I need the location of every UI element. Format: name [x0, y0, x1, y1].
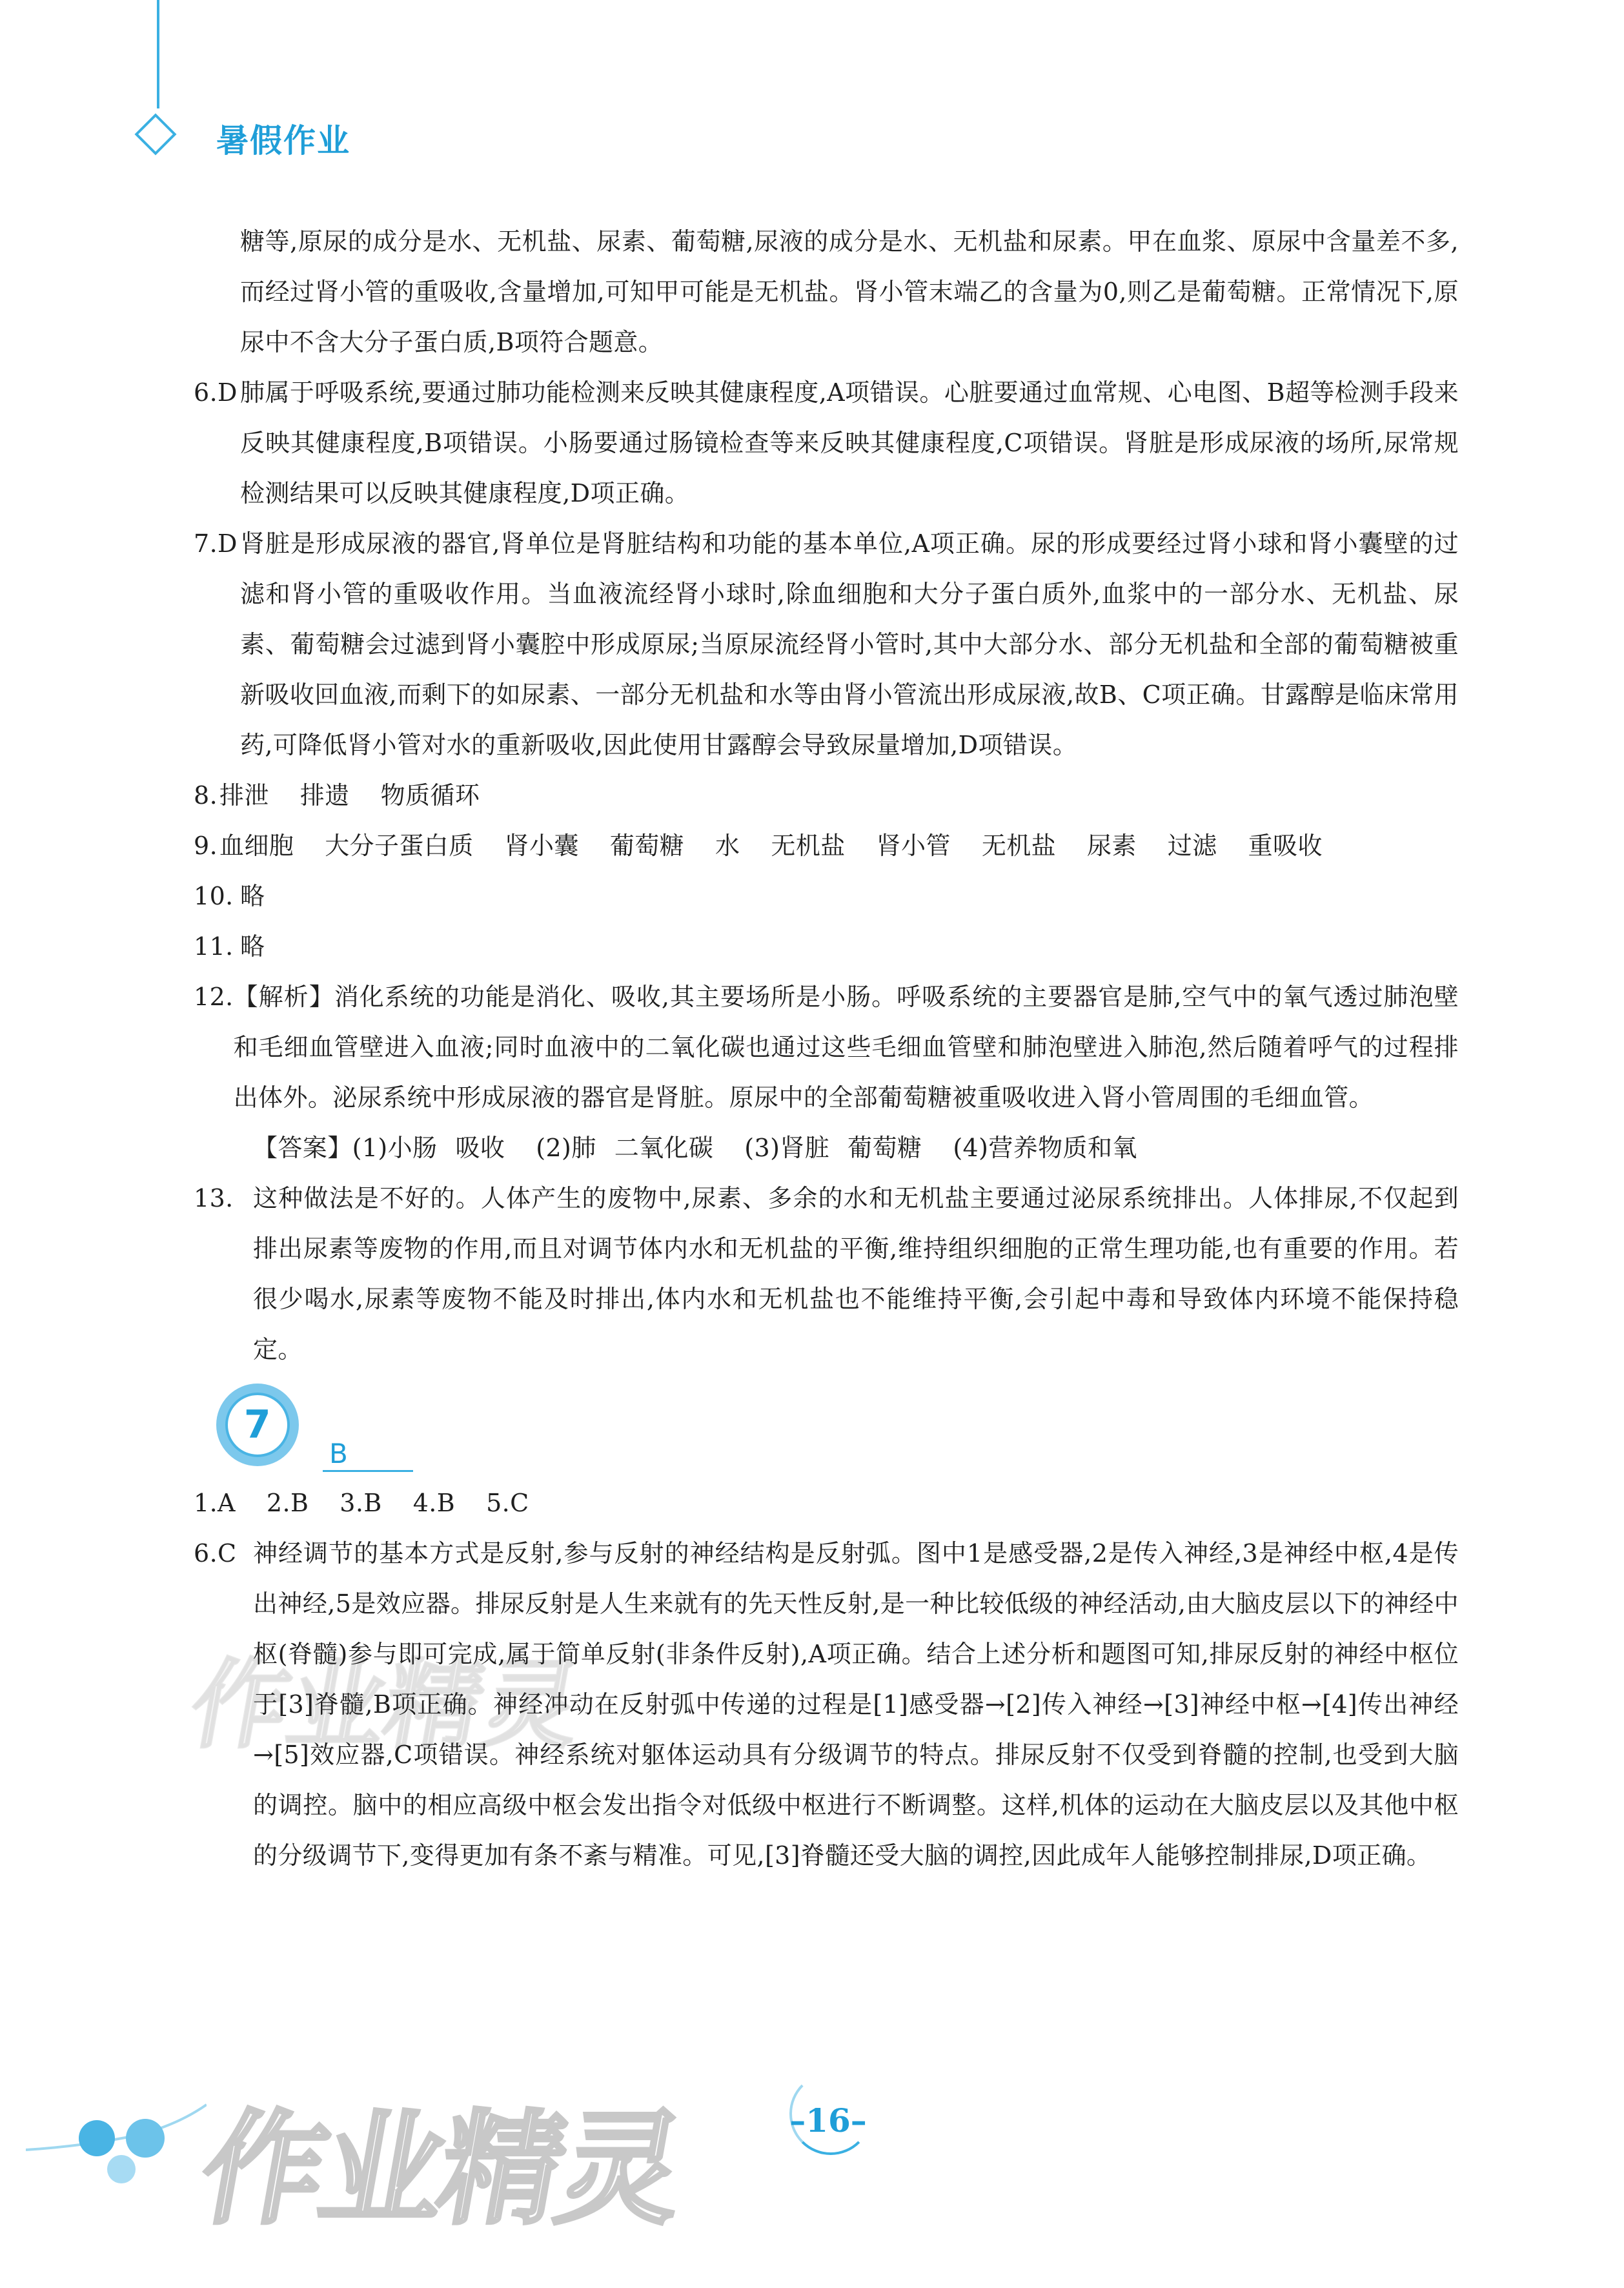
question-number: 6.D	[194, 378, 238, 407]
answer-word: 肾小管	[876, 832, 951, 860]
question-number: 7.D	[194, 529, 238, 558]
question-answer-text: 肺属于呼吸系统,要通过肺功能检测来反映其健康程度,A项错误。心脏要通过血常规、心电图、B超等检测手段来反映其健康程度,B项错误。小肠要通过肠镜检查等来反映其健康程度,C项错误。肾脏是形成尿液的场所,尿常规检测结果可以反映其健康程度,D项正确。	[240, 378, 1459, 507]
answer-word: 血细胞	[219, 832, 294, 860]
question-answer-text: 肾脏是形成尿液的器官,肾单位是肾脏结构和功能的基本单位,A项正确。尿的形成要经过肾小球和肾小囊壁的过滤和肾小管的重吸收作用。当血液流经肾小球时,除血细胞和大分子蛋白质外,血浆中的一部分水、无机盐、尿素、葡萄糖会过滤到肾小囊腔中形成原尿;当原尿流经肾小管时,其中大部分水、部分无机盐和全部的葡萄糖被重新吸收回血液,而剩下的如尿素、一部分无机盐和水等由肾小管流出形成尿液,故B、C项正确。甘露醇是临床常用药,可降低肾小管对水的重新吸收,因此使用甘露醇会导致尿量增加,D项错误。	[240, 529, 1459, 759]
decorative-dots-icon	[26, 2079, 207, 2208]
footer-watermark: 作业精灵	[190, 2098, 691, 2241]
question-7	[194, 518, 1459, 770]
answer-word: 肾小囊	[504, 832, 579, 860]
question-number: 12.	[194, 983, 234, 1011]
answer-word: 排遗	[299, 781, 350, 810]
answer-word: 排泄	[219, 781, 269, 810]
question-number: 9.	[194, 832, 218, 860]
question-number: 8.	[194, 781, 218, 810]
answer-word: 重吸收	[1248, 832, 1323, 860]
header-vertical-line	[157, 0, 159, 108]
q5-continuation: 糖等,原尿的成分是水、无机盐、尿素、葡萄糖,尿液的成分是水、无机盐和尿素。甲在血浆、原尿中含量差不多,而经过肾小管的重吸收,含量增加,可知甲可能是无机盐。肾小管末端乙的含量为0,则乙是葡萄糖。正常情况下,原尿中不含大分子蛋白质,B项符合题意。	[240, 227, 1459, 356]
answer-block	[194, 1123, 1459, 1173]
page-number-value: 16	[806, 2101, 851, 2140]
question-answer-text: 神经调节的基本方式是反射,参与反射的神经结构是反射弧。图中1是感受器,2是传入神经,3是神经中枢,4是传出神经,5是效应器。排尿反射是人生来就有的先天性反射,是一种比较低级的神经活动,由大脑皮层以下的神经中枢(脊髓)参与即可完成,属于简单反射(非条件反射),A项正确。结合上述分析和题图可知,排尿反射的神经中枢位于[3]脊髓,B项正确。神经冲动在反射弧中传递的过程是[1]感受器→[2]传入神经→[3]神经中枢→[4]传出神经→[5]效应器,C项错误。神经系统对躯体运动具有分级调节的特点。排尿反射不仅受到脊髓的控制,也受到大脑的调控。脑中的相应高级中枢会发出指令对低级中枢进行不断调整。这样,机体的运动在大脑皮层以及其他中枢的分级调节下,变得更加有条不紊与精准。可见,[3]脊髓还受大脑的调控,因此成年人能够控制排尿,D项正确。	[253, 1539, 1459, 1870]
question-answer-text: 略	[240, 882, 265, 910]
answer-word: 二氧化碳	[614, 1134, 714, 1162]
answer-word: 无机盐	[981, 832, 1057, 860]
question-10	[194, 871, 1459, 921]
answer-word: 无机盐	[771, 832, 846, 860]
analysis-label: 【解析】	[233, 983, 334, 1011]
answer-word: 葡萄糖	[848, 1134, 922, 1162]
mc-answer: 1.A	[194, 1489, 236, 1517]
answer-word: 水	[715, 832, 740, 860]
answer-label: 【答案】	[253, 1134, 352, 1162]
answer-word: (2)肺	[536, 1134, 596, 1162]
question-number: 6.C	[194, 1539, 237, 1568]
answer-word: (4)营养物质和氧	[953, 1134, 1137, 1162]
question-number: 10.	[194, 882, 234, 910]
page-header-title: 暑假作业	[216, 122, 350, 159]
page-number: –16–	[789, 2101, 867, 2140]
mc-answer: 5.C	[486, 1489, 529, 1517]
question-number: 13.	[194, 1184, 234, 1212]
answer-word: (3)肾脏	[744, 1134, 830, 1162]
answer-word: 大分子蛋白质	[325, 832, 474, 860]
mc-answer: 4.B	[412, 1489, 456, 1517]
watermark-center: 作业精灵	[182, 1650, 589, 1762]
section-7-header	[194, 1374, 1459, 1504]
question-6	[194, 367, 1459, 518]
question-13	[194, 1173, 1459, 1374]
analysis-block	[234, 972, 1459, 1123]
diamond-icon	[134, 113, 176, 155]
section-number: 7	[225, 1393, 290, 1457]
mc-answer: 2.B	[266, 1489, 309, 1517]
mc-answer: 3.B	[340, 1489, 382, 1517]
section-level: B	[323, 1438, 413, 1472]
question-answer-text: 这种做法是不好的。人体产生的废物中,尿素、多余的水和无机盐主要通过泌尿系统排出。人体排尿,不仅起到排出尿素等废物的作用,而且对调节体内水和无机盐的平衡,维持组织细胞的正常生理功能,也有重要的作用。若很少喝水,尿素等废物不能及时排出,体内水和无机盐也不能维持平衡,会引起中毒和导致体内环境不能保持稳定。	[253, 1184, 1459, 1364]
analysis-text: 消化系统的功能是消化、吸收,其主要场所是小肠。呼吸系统的主要器官是肺,空气中的氧气透过肺泡壁和毛细血管壁进入血液;同时血液中的二氧化碳也通过这些毛细血管壁和肺泡壁进入肺泡,然后随着呼气的过程排出体外。泌尿系统中形成尿液的器官是肾脏。原尿中的全部葡萄糖被重吸收进入肾小管周围的毛细血管。	[233, 983, 1459, 1112]
answer-word: 葡萄糖	[609, 832, 685, 860]
question-8	[194, 770, 1459, 821]
answer-word: 过滤	[1167, 832, 1217, 860]
answer-word: (1)小肠	[352, 1134, 438, 1162]
question-11	[194, 921, 1459, 972]
question-number: 11.	[194, 932, 234, 961]
section-badge-icon	[216, 1384, 299, 1466]
answer-word: 物质循环	[380, 781, 480, 810]
answer-word: 吸收	[455, 1134, 505, 1162]
question-12	[194, 972, 1459, 1123]
question-answer-text: 略	[240, 932, 265, 961]
document-body	[194, 216, 1459, 1881]
answer-word: 尿素	[1087, 832, 1137, 860]
question-9	[194, 821, 1459, 871]
section7-question-6	[194, 1528, 1459, 1881]
